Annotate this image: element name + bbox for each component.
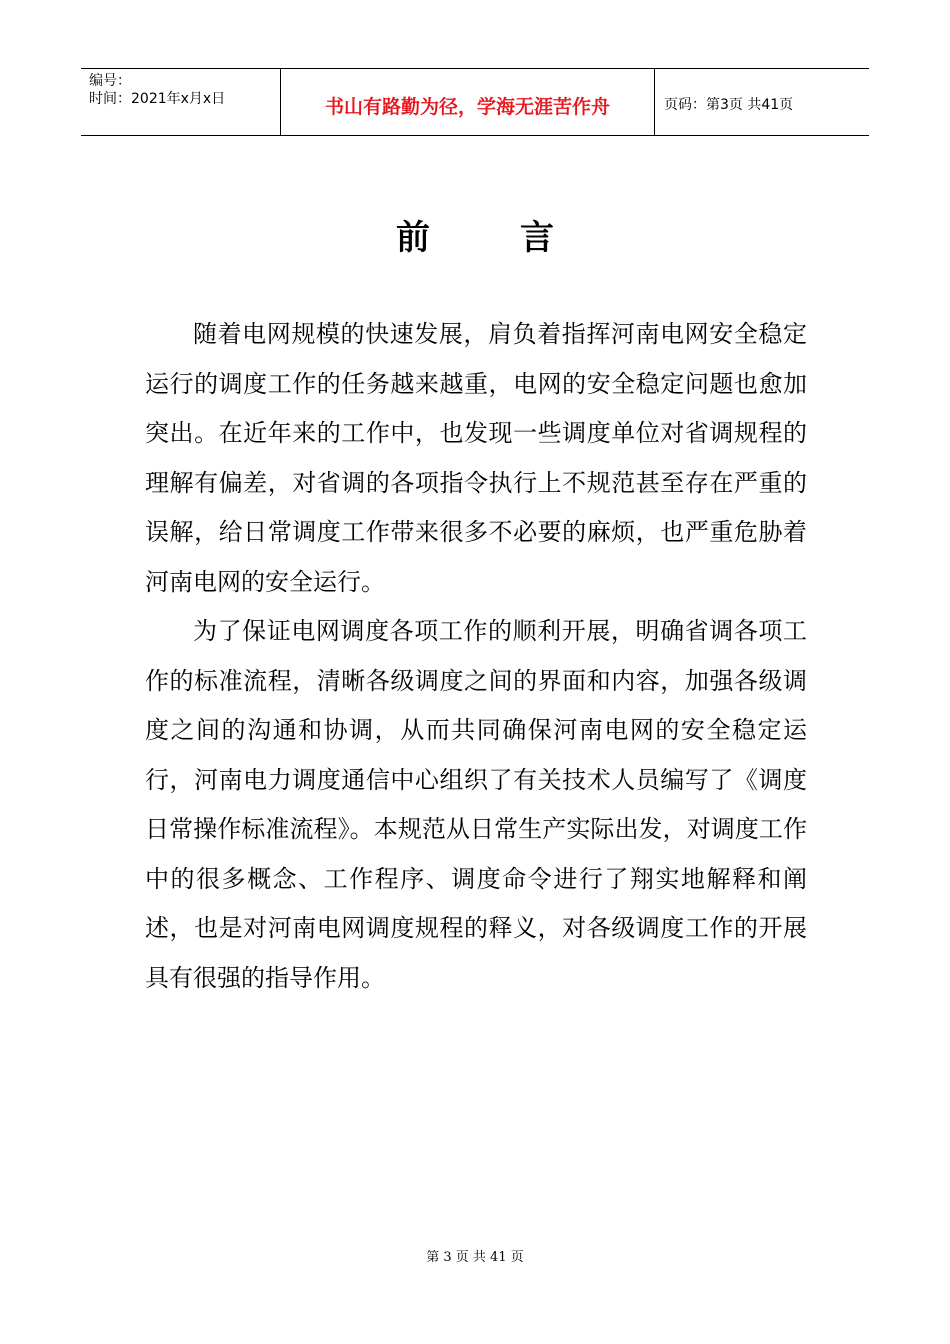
header-table <box>81 68 869 136</box>
body-text <box>145 310 807 1003</box>
footer-page-number: 第 3 页 共 41 页 <box>426 1250 524 1265</box>
title-char-2: 言 <box>520 218 554 258</box>
document-date: 时间：2021年x月x日 <box>89 91 226 107</box>
paragraph-2: 为了保证电网调度各项工作的顺利开展，明确省调各项工作的标准流程，清晰各级调度之间的界面和内容，加强各级调度之间的沟通和协调，从而共同确保河南电网的安全稳定运行，河南电力调度通信中心组织了有关技术人员编写了《调度日常操作标准流程》。本规范从日常生产实际出发，对调度工作中的很多概念、工作程序、调度命令进行了翔实地解释和阐述，也是对河南电网调度规程的释义，对各级调度工作的开展具有很强的指导作用。 <box>145 617 807 992</box>
header-motto-cell <box>281 69 655 135</box>
paragraph-1: 随着电网规模的快速发展，肩负着指挥河南电网安全稳定运行的调度工作的任务越来越重，电网的安全稳定问题也愈加突出。在近年来的工作中，也发现一些调度单位对省调规程的理解有偏差，对省调的各项指令执行上不规范甚至存在严重的误解，给日常调度工作带来很多不必要的麻烦，也严重危胁着河南电网的安全运行。 <box>145 320 807 596</box>
document-code-label: 编号： <box>89 73 131 89</box>
header-meta-cell <box>81 69 281 135</box>
header-page-cell <box>655 69 869 135</box>
page-footer <box>0 1246 950 1265</box>
page-title <box>0 210 950 259</box>
header-page-info: 页码：第3页 共41页 <box>664 97 794 113</box>
header-motto: 书山有路勤为径，学海无涯苦作舟 <box>324 95 610 118</box>
title-char-1: 前 <box>396 218 430 258</box>
